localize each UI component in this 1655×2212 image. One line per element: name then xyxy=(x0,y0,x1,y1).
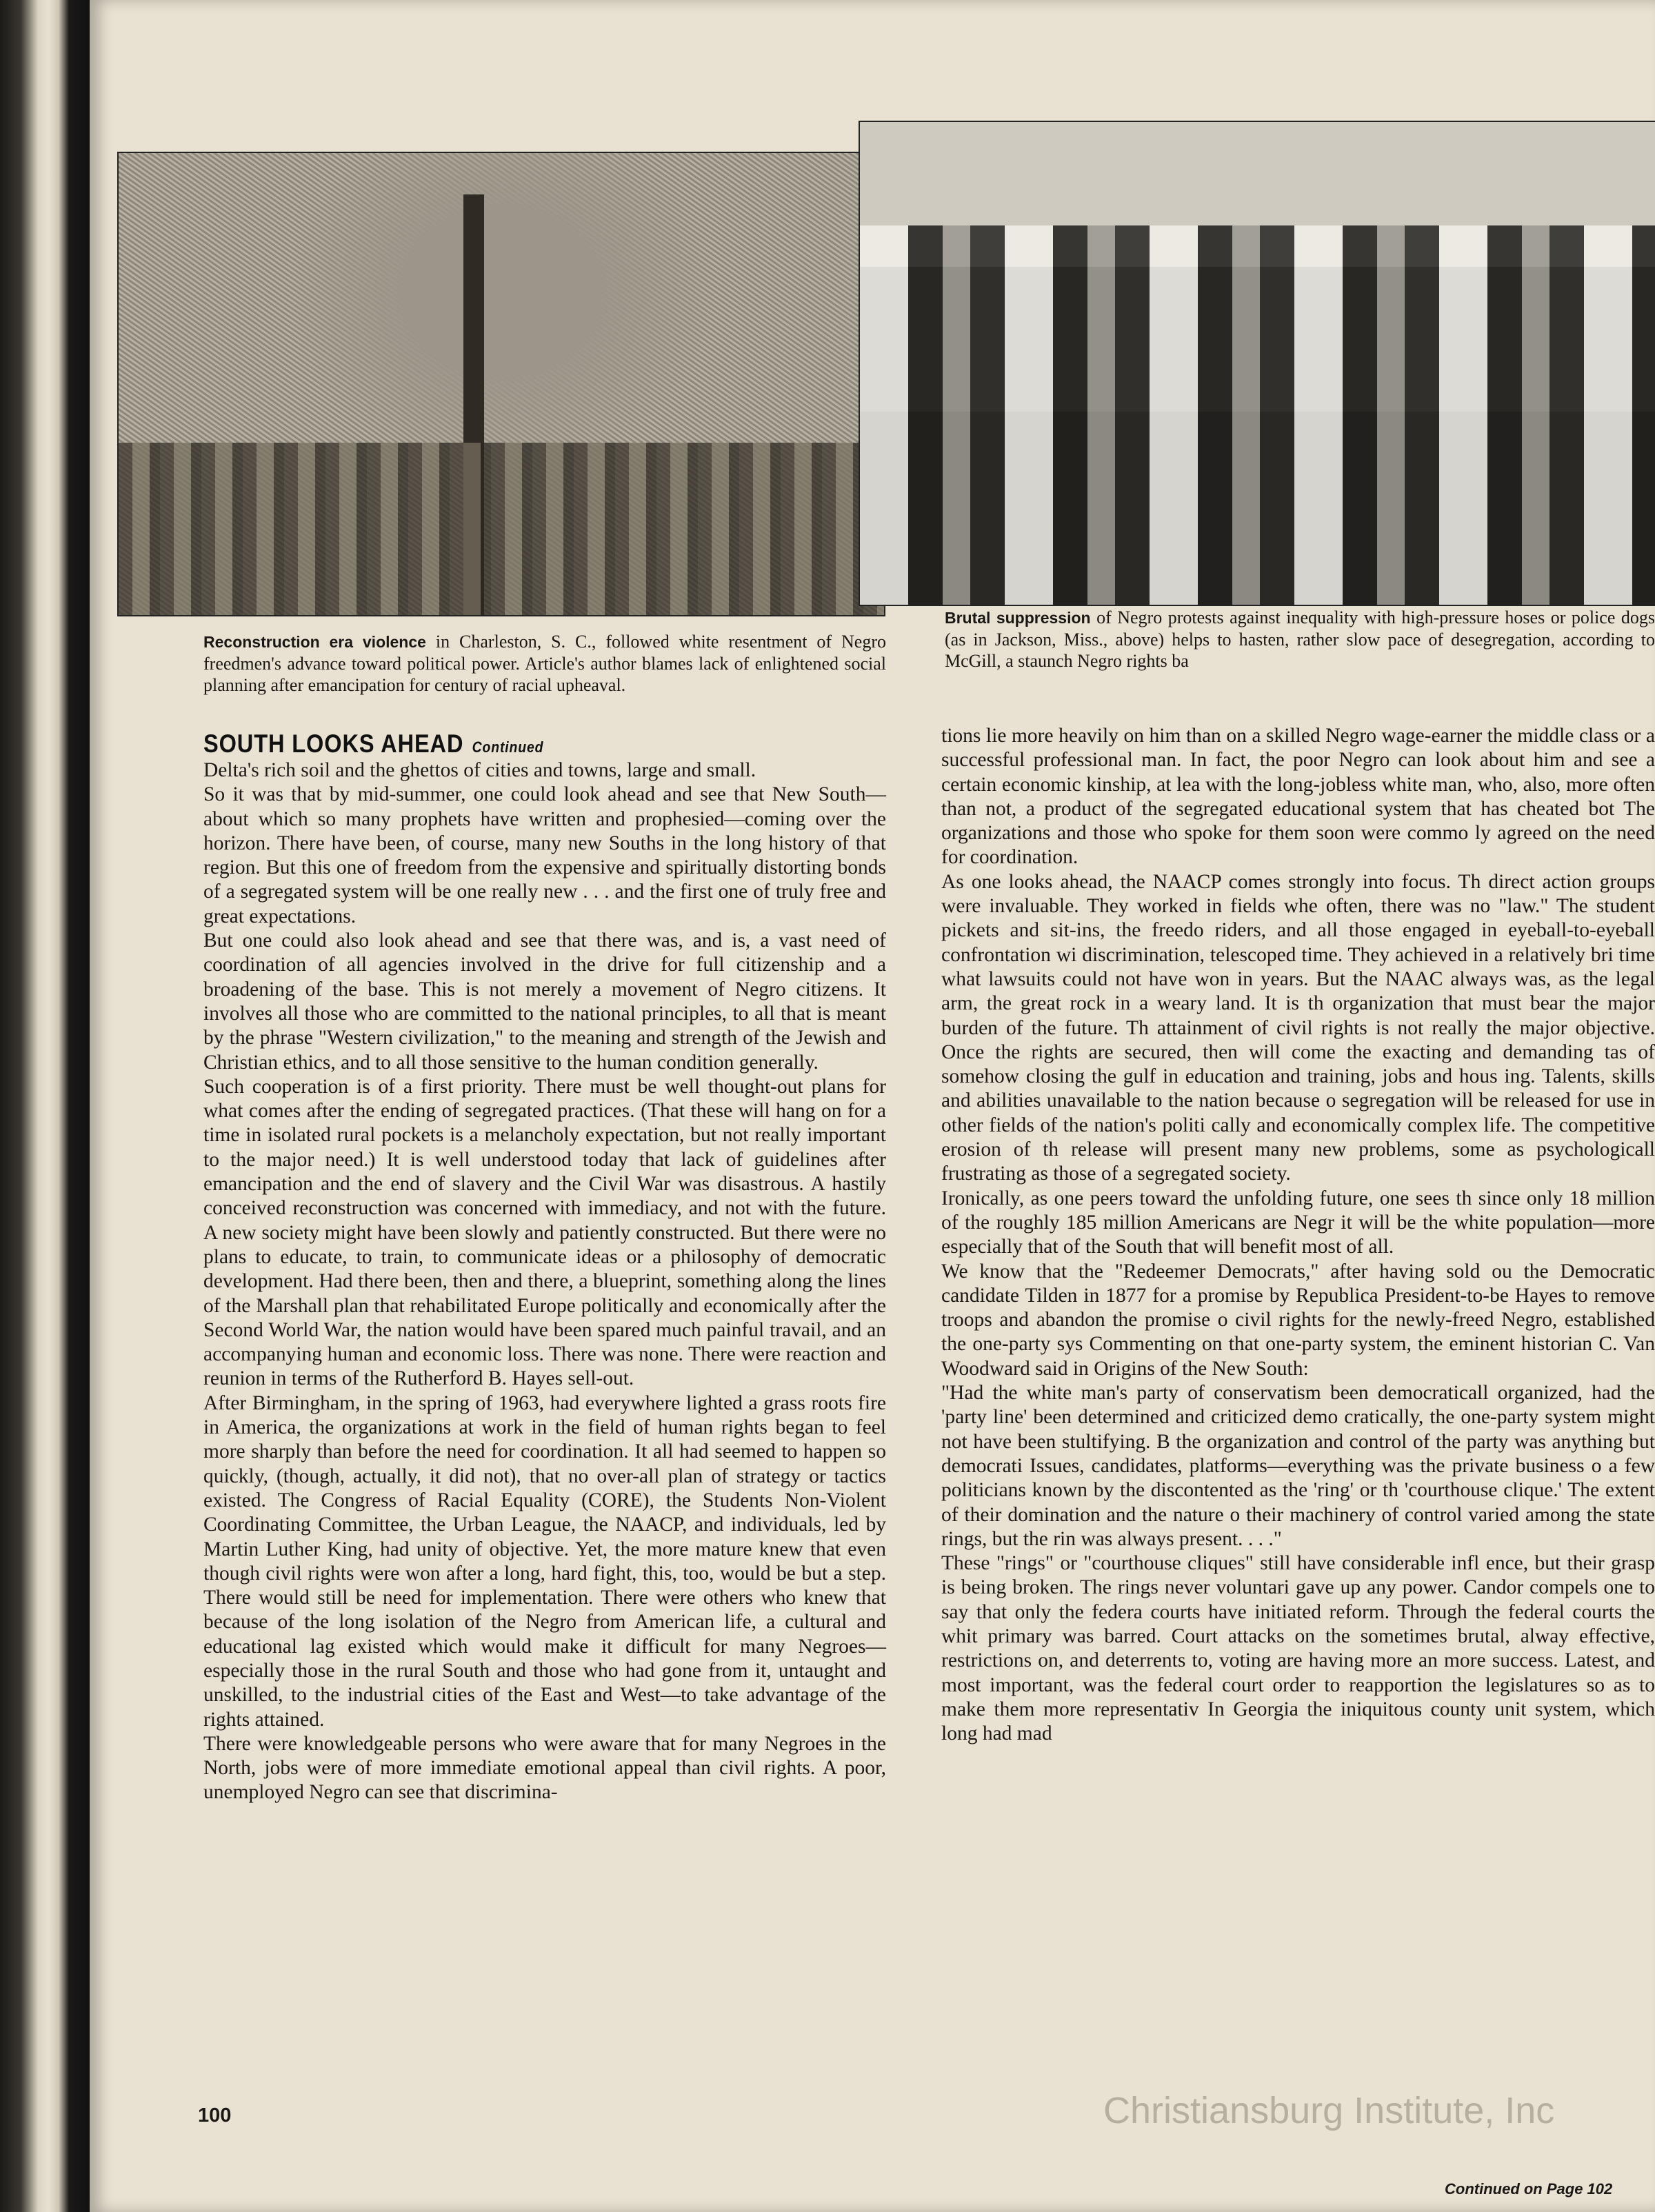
right-photo-caption xyxy=(945,607,1655,672)
right-caption-text: of Negro protests against inequality with high-pressure hoses or police dogs (as in Jackson, Miss., above) helps to hasten, rather slow pace of desegregation, according to McGill, a staunch Negro rights ba xyxy=(945,607,1655,671)
page-number: 100 xyxy=(198,2104,232,2126)
left-photo-caption xyxy=(203,631,886,696)
left-caption-text: in Charleston, S. C., followed white resentment of Negro freedmen's advance toward political power. Article's author blames lack of enlightened social planning after emancipation for century of racial upheaval. xyxy=(203,632,886,695)
archive-watermark: Christiansburg Institute, Inc xyxy=(1103,2090,1555,2131)
article-right-column: tions lie more heavily on him than on a skilled Negro wage-earner the middle class or a successful professional man. In fact, the poor Negro can look about him and see a certain economic kinship, at lea with the long-jobless white man, who, also, more often than not, a product of the segregated educational system that has cheated bot The organizations and those who spoke for them soon were commo ly agreed on the need for coordination. As one looks ahead, the NAACP comes strongly into focus. Th direct action groups were invaluable. They worked in fields whe often, there was no "law." The student pickets and sit-ins, the freedo riders, and all those engaged in eyeball-to-eyeball confrontation wi discrimination, telescoped time. They achieved in a relatively bri time what lawsuits could not have won in years. But the NAAC always was, as the legal arm, the great rock in a weary land. It is th organization that must bear the major burden of the future. Th attainment of civil rights is not really the major objective. Once the rights are secured, then will come the exacting and demanding tas of somehow closing the gulf in education and training, jobs and hous ing. Talents, skills and abilities unavailable to the nation because o segregation will be released for use in other fields of the nation's politi cally and economically complex life. The competitive erosion of th release will present many new problems, some as psychologicall frustrating as those of a segregated society. Ironically, as one peers toward the unfolding future, one sees th since only 18 million of the roughly 185 million Americans are Negr it will be the white population—more especially that of the South that will benefit most of all. We know that the "Redeemer Democrats," after having sold ou the Democratic candidate Tilden in 1877 for a promise by Republica President-to-be Hayes to remove troops and abandon the promise o civil rights for the newly-freed Negro, established the one-party sys Commenting on that one-party system, the eminent historian C. Van Woodward said in Origins of the New South: "Had the white man's party of conservatism been democraticall organized, had the 'party line' been determined and criticized demo cratically, the one-party system might not have been stultifying. B the organization and control of the party was anything but democrati Issues, candidates, platforms—everything was the private business o a few politicians known by the discontented as the 'ring' or th 'courthouse clique.' The extent of their domination and the nature o their machinery of control varied among the state rings, but the rin was always present. . . ." These "rings" or "courthouse cliques" still have considerable infl ence, but their grasp is being broken. The rings never voluntari gave up any power. Candor compels one to say that only the federa courts have initiated reform. Through the federal courts the whit primary was barred. Court attacks on the sometimes brutal, alway effective, restrictions on, and deterrents to, voting are having more an more success. Latest, and most important, was the federal court order to reapportion the legislatures so as to make them more representativ In Georgia the iniquitous county unit system, which long had mad xyxy=(941,725,1655,1745)
photo-figures xyxy=(860,225,1655,605)
police-suppression-photo xyxy=(859,121,1655,606)
reconstruction-engraving-image xyxy=(117,152,885,616)
right-caption-lead: Brutal suppression xyxy=(945,609,1091,627)
engraving-crowd xyxy=(119,443,884,615)
continued-tag: Continued xyxy=(472,738,544,756)
magazine-binding xyxy=(0,0,90,2212)
article-left-column: Delta's rich soil and the ghettos of cities and towns, large and small. So it was that by mid-summer, one could look ahead and see that New South—about which so many prophets have written and prophesied—coming over the horizon. There have been, of course, many new Souths in the long history of that region. But this one of freedom from the expensive and spiritually distorting bonds of a segregated system will be one really new . . . and the first one of truly free and great expectations. But one could also look ahead and see that there was, and is, a vast need of coordination of all agencies involved in the drive for full citizenship and a broadening of the base. This is not merely a movement of Negro citizens. It involves all those who are committed to the national principles, to all that is meant by the phrase "Western civilization," to the meaning and strength of the Jewish and Christian ethics, and to all those sensitive to the human condition generally. Such cooperation is of a first priority. There must be well thought-out plans for what comes after the ending of segregated practices. (That these will hang on for a time in isolated rural pockets is a melancholy expectation, but not really important to the major need.) It is well understood today that lack of guidelines after emancipation and the end of slavery and the Civil War was disastrous. A hastily conceived reconstruction was concerned with immediacy, and not with the future. A new society might have been slowly and patiently constructed. But there were no plans to educate, to train, to communicate ideas or a philosophy of democratic development. Had there been, then and there, a blueprint, something along the lines of the Marshall plan that rehabilitated Europe politically and economically after the Second World War, the nation would have been spared much painful travail, and an accompanying human and economic loss. There was none. There were reaction and reunion in terms of the Rutherford B. Hayes sell-out. After Birmingham, in the spring of 1963, had everywhere lighted a grass roots fire in America, the organizations at work in the field of human rights began to feel more sharply than before the need for coordination. It all had seemed to happen so quickly, (though, actually, it did not), that no over-all plan of strategy or tactics existed. The Congress of Racial Equality (CORE), the Students Non-Violent Coordinating Committee, the Urban League, the NAACP, and individuals, led by Martin Luther King, had unity of objective. Yet, the more mature knew that even though civil rights were won after a long, hard fight, this, too, would be but a step. There would still be need for implementation. There were others who knew that because of the long isolation of the Negro from American life, a cultural and educational lag existed which would make it difficult for many Negroes—especially those in the rural South and those who had gone from it, untaught and unskilled, to the industrial cities of the East and West—to take advantage of the rights attained. There were knowledgeable persons who were aware that for many Negroes in the North, jobs were of more immediate emotional appeal than civil rights. A poor, unemployed Negro can see that discrimina- xyxy=(203,759,886,1804)
continued-on-note: Continued on Page 102 xyxy=(1445,2180,1613,2198)
article-heading xyxy=(203,730,543,758)
article-title: SOUTH LOOKS AHEAD xyxy=(203,730,464,758)
left-caption-lead: Reconstruction era violence xyxy=(203,633,426,651)
